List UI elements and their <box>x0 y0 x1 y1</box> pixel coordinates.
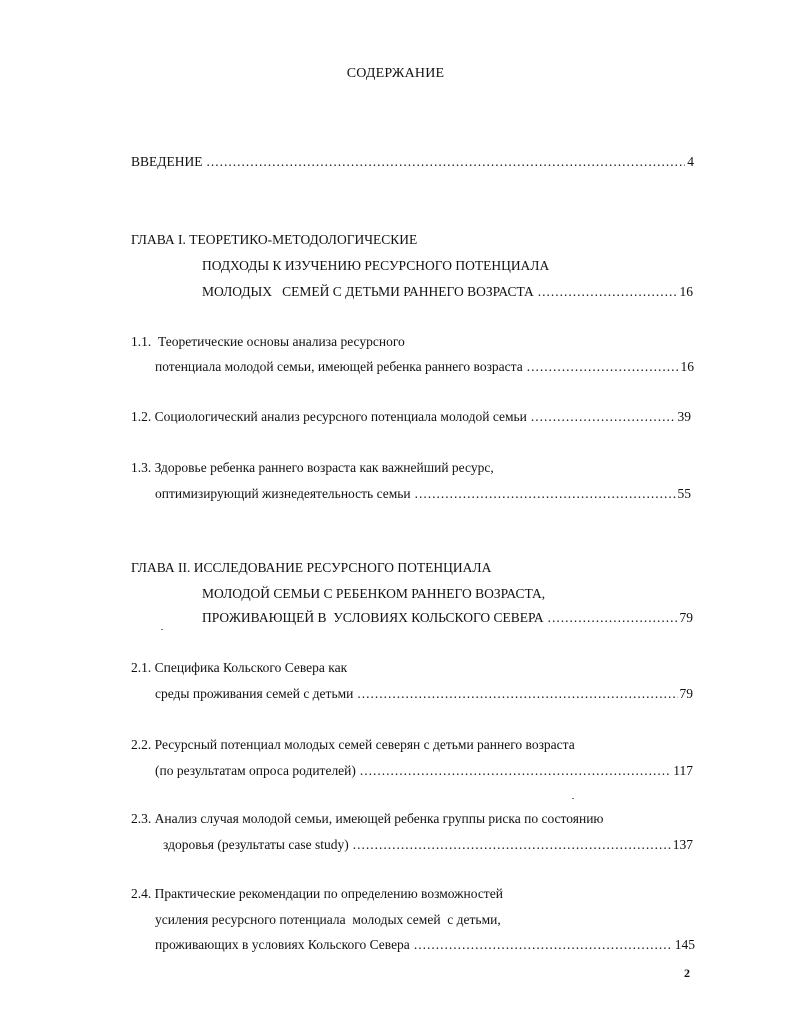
toc-entry-s1-1 <box>155 358 694 376</box>
toc-chapter1-line2: ПОДХОДЫ К ИЗУЧЕНИЮ РЕСУРСНОГО ПОТЕНЦИАЛА <box>202 258 550 273</box>
toc-s2-1-line1: 2.1. Специфика Кольского Севера как <box>131 660 348 675</box>
scan-speck <box>161 629 163 630</box>
leader-dots <box>206 153 685 171</box>
toc-intro-label: ВВЕДЕНИЕ <box>131 154 203 169</box>
toc-chapter2-line1: ГЛАВА II. ИССЛЕДОВАНИЕ РЕСУРСНОГО ПОТЕНЦИАЛА <box>131 560 492 575</box>
toc-chapter2-line2: МОЛОДОЙ СЕМЬИ С РЕБЕНКОМ РАННЕГО ВОЗРАСТА, <box>202 586 546 601</box>
toc-s1-1-line1: 1.1. Теоретические основы анализа ресурсного <box>131 334 405 349</box>
leader-dots <box>538 283 678 301</box>
toc-entry-s2-3 <box>163 836 693 854</box>
scan-speck <box>572 798 574 799</box>
page-number: 2 <box>684 966 690 980</box>
toc-s2-4-page: 145 <box>674 937 695 952</box>
toc-s2-3-page: 137 <box>672 837 693 852</box>
toc-s1-2-page: 39 <box>677 409 691 424</box>
toc-entry-intro <box>131 153 694 171</box>
toc-entry-s1-3 <box>155 485 691 503</box>
toc-entry-s1-2 <box>131 408 691 426</box>
toc-chapter2-line3: ПРОЖИВАЮЩЕЙ В УСЛОВИЯХ КОЛЬСКОГО СЕВЕРА <box>202 610 544 625</box>
toc-entry-s2-4 <box>155 936 695 954</box>
leader-dots <box>357 685 677 703</box>
toc-entry-chapter2 <box>202 609 693 627</box>
toc-s2-1-line2: среды проживания семей с детьми <box>155 686 354 701</box>
toc-s2-1-page: 79 <box>679 686 693 701</box>
toc-s1-3-line1: 1.3. Здоровье ребенка раннего возраста как важнейший ресурс, <box>131 460 494 475</box>
toc-intro-page: 4 <box>687 154 694 169</box>
toc-s1-3-line2: оптимизирующий жизнедеятельность семьи <box>155 486 411 501</box>
toc-s1-1-line2: потенциала молодой семьи, имеющей ребенка раннего возраста <box>155 359 523 374</box>
toc-s2-3-line2: здоровья (результаты case study) <box>163 837 349 852</box>
page-title: СОДЕРЖАНИЕ <box>346 66 445 81</box>
toc-s2-4-line1: 2.4. Практические рекомендации по определению возможностей <box>131 886 503 901</box>
leader-dots <box>353 836 671 854</box>
toc-s1-1-page: 16 <box>680 359 694 374</box>
toc-s2-4-line3: проживающих в условиях Кольского Севера <box>155 937 410 952</box>
toc-s1-2-line1: 1.2. Социологический анализ ресурсного потенциала молодой семьи <box>131 409 527 424</box>
toc-s2-3-line1: 2.3. Анализ случая молодой семьи, имеющей ребенка группы риска по состоянию <box>131 811 604 826</box>
leader-dots <box>531 408 676 426</box>
leader-dots <box>415 485 676 503</box>
toc-entry-s2-2 <box>155 762 693 780</box>
toc-chapter1-page: 16 <box>679 284 693 299</box>
leader-dots <box>527 358 679 376</box>
leader-dots <box>414 936 673 954</box>
leader-dots <box>548 609 678 627</box>
toc-s2-2-line1: 2.2. Ресурсный потенциал молодых семей северян с детьми раннего возраста <box>131 737 575 752</box>
toc-s2-4-line2: усиления ресурсного потенциала молодых семей с детьми, <box>155 912 501 927</box>
toc-entry-chapter1 <box>202 283 693 301</box>
toc-s2-2-line2: (по результатам опроса родителей) <box>155 763 356 778</box>
toc-s2-2-page: 117 <box>673 763 693 778</box>
toc-chapter2-page: 79 <box>679 610 693 625</box>
toc-chapter1-line3: МОЛОДЫХ СЕМЕЙ С ДЕТЬМИ РАННЕГО ВОЗРАСТА <box>202 284 534 299</box>
toc-chapter1-line1: ГЛАВА I. ТЕОРЕТИКО-МЕТОДОЛОГИЧЕСКИЕ <box>131 232 418 247</box>
toc-s1-3-page: 55 <box>677 486 691 501</box>
leader-dots <box>360 762 671 780</box>
toc-entry-s2-1 <box>155 685 693 703</box>
